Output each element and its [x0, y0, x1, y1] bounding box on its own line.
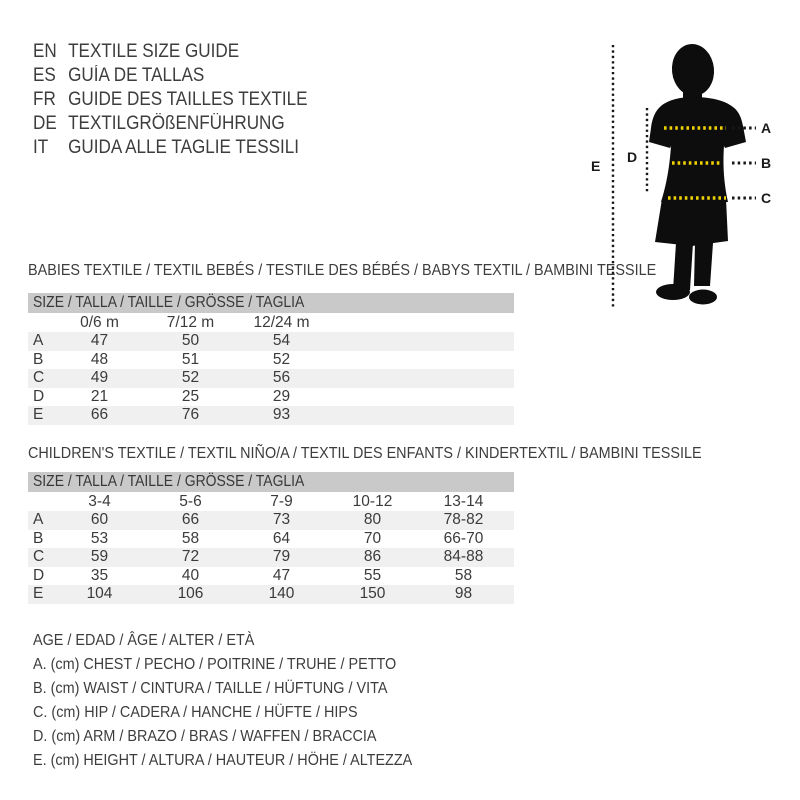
table-row-d	[28, 388, 514, 407]
column-header: 0/6 m	[80, 313, 119, 331]
cell: 104	[86, 585, 113, 603]
cell: 86	[363, 548, 382, 566]
table-row-d	[28, 567, 514, 586]
table-row-e	[28, 585, 514, 604]
cell: 72	[181, 548, 200, 566]
silhouette-shorts	[655, 199, 728, 246]
row-label: B	[33, 529, 44, 547]
cell: 25	[181, 387, 200, 405]
cell: 29	[272, 387, 291, 405]
lang-row-fr	[33, 88, 308, 112]
column-header: 3-4	[88, 492, 111, 510]
cell: 53	[90, 529, 109, 547]
babies-column-header-row	[28, 313, 514, 332]
cell: 150	[359, 585, 386, 603]
row-label: C	[33, 369, 45, 387]
figure-label-d: D	[627, 149, 638, 165]
children-column-header-row	[28, 492, 514, 511]
table-row-b	[28, 530, 514, 549]
silhouette-torso-shirt	[649, 97, 746, 202]
cell: 73	[272, 511, 291, 529]
row-label: E	[33, 585, 44, 603]
lang-title: TEXTILE SIZE GUIDE	[68, 41, 240, 62]
table-row-c	[28, 369, 514, 388]
children-section-title: CHILDREN'S TEXTILE / TEXTIL NIÑO/A / TEXTIL DES ENFANTS / KINDERTEXTIL / BAMBINI TESSILE	[28, 445, 702, 462]
cell: 35	[90, 566, 109, 584]
cell: 40	[181, 566, 200, 584]
cell: 52	[181, 369, 200, 387]
cell: 58	[181, 529, 200, 547]
row-label: A	[33, 511, 44, 529]
lang-row-it	[33, 136, 308, 160]
lang-row-en	[33, 40, 308, 64]
size-header-text: SIZE / TALLA / TAILLE / GRÖSSE / TAGLIA	[33, 473, 305, 490]
lang-code: IT	[33, 137, 49, 158]
cell: 54	[272, 332, 291, 350]
silhouette-right-shoe	[689, 290, 717, 305]
cell: 66	[181, 511, 200, 529]
babies-size-table	[28, 293, 514, 425]
figure-label-b: B	[761, 155, 772, 171]
column-header: 10-12	[352, 492, 393, 510]
lang-code: EN	[33, 41, 57, 62]
cell: 76	[181, 406, 200, 424]
lang-row-de	[33, 112, 308, 136]
figure-label-a: A	[761, 120, 772, 136]
cell: 64	[272, 529, 291, 547]
table-row-c	[28, 548, 514, 567]
cell: 60	[90, 511, 109, 529]
child-silhouette-figure	[580, 20, 800, 330]
cell: 93	[272, 406, 291, 424]
row-label: D	[33, 566, 45, 584]
cell: 80	[363, 511, 382, 529]
cell: 47	[90, 332, 109, 350]
table-row-a	[28, 332, 514, 351]
figure-label-e: E	[591, 158, 601, 174]
lang-row-es	[33, 64, 308, 88]
cell: 55	[363, 566, 382, 584]
cell: 56	[272, 369, 291, 387]
cell: 106	[177, 585, 204, 603]
cell: 98	[454, 585, 473, 603]
cell: 66	[90, 406, 109, 424]
size-header-text: SIZE / TALLA / TAILLE / GRÖSSE / TAGLIA	[33, 294, 305, 311]
silhouette-right-leg	[694, 243, 713, 286]
legend-height: E. (cm) HEIGHT / ALTURA / HAUTEUR / HÖHE / ALTEZZA	[33, 752, 413, 769]
lang-code: ES	[33, 65, 56, 86]
column-header: 7/12 m	[166, 313, 215, 331]
child-silhouette	[649, 42, 746, 305]
legend-hip: C. (cm) HIP / CADERA / HANCHE / HÜFTE / HIPS	[33, 704, 358, 721]
cell: 84-88	[443, 548, 484, 566]
table-row-a	[28, 511, 514, 530]
column-header: 12/24 m	[253, 313, 310, 331]
column-header: 7-9	[270, 492, 293, 510]
cell: 48	[90, 350, 109, 368]
children-size-header-bar	[28, 472, 514, 492]
lang-title: TEXTILGRÖßENFÜHRUNG	[68, 113, 285, 134]
cell: 70	[363, 529, 382, 547]
lang-code: DE	[33, 113, 57, 134]
column-header: 5-6	[179, 492, 202, 510]
babies-size-header-bar	[28, 293, 514, 313]
cell: 140	[268, 585, 295, 603]
babies-section-title: BABIES TEXTILE / TEXTIL BEBÉS / TESTILE DES BÉBÉS / BABYS TEXTIL / BAMBINI TESSILE	[28, 262, 657, 279]
lang-title: GUÍA DE TALLAS	[68, 65, 205, 86]
cell: 51	[181, 350, 200, 368]
legend-chest: A. (cm) CHEST / PECHO / POITRINE / TRUHE / PETTO	[33, 656, 397, 673]
language-title-block	[33, 40, 338, 160]
silhouette-left-leg	[673, 243, 693, 290]
table-row-e	[28, 406, 514, 425]
lang-title: GUIDA ALLE TAGLIE TESSILI	[68, 137, 300, 158]
cell: 59	[90, 548, 109, 566]
legend-age: AGE / EDAD / ÂGE / ALTER / ETÀ	[33, 632, 255, 649]
cell: 21	[90, 387, 109, 405]
row-label: A	[33, 332, 44, 350]
children-size-table	[28, 472, 514, 604]
cell: 52	[272, 350, 291, 368]
lang-code: FR	[33, 89, 56, 110]
figure-label-c: C	[761, 190, 772, 206]
cell: 78-82	[443, 511, 484, 529]
legend-arm: D. (cm) ARM / BRAZO / BRAS / WAFFEN / BRACCIA	[33, 728, 377, 745]
silhouette-left-shoe	[656, 284, 690, 300]
row-label: B	[33, 350, 44, 368]
cell: 58	[454, 566, 473, 584]
row-label: C	[33, 548, 45, 566]
cell: 50	[181, 332, 200, 350]
table-row-b	[28, 351, 514, 370]
column-header: 13-14	[443, 492, 484, 510]
lang-title: GUIDE DES TAILLES TEXTILE	[68, 89, 308, 110]
cell: 79	[272, 548, 291, 566]
row-label: E	[33, 406, 44, 424]
cell: 66-70	[443, 529, 484, 547]
cell: 47	[272, 566, 291, 584]
legend-waist: B. (cm) WAIST / CINTURA / TAILLE / HÜFTUNG / VITA	[33, 680, 388, 697]
measurement-legend	[33, 629, 454, 773]
row-label: D	[33, 387, 45, 405]
cell: 49	[90, 369, 109, 387]
